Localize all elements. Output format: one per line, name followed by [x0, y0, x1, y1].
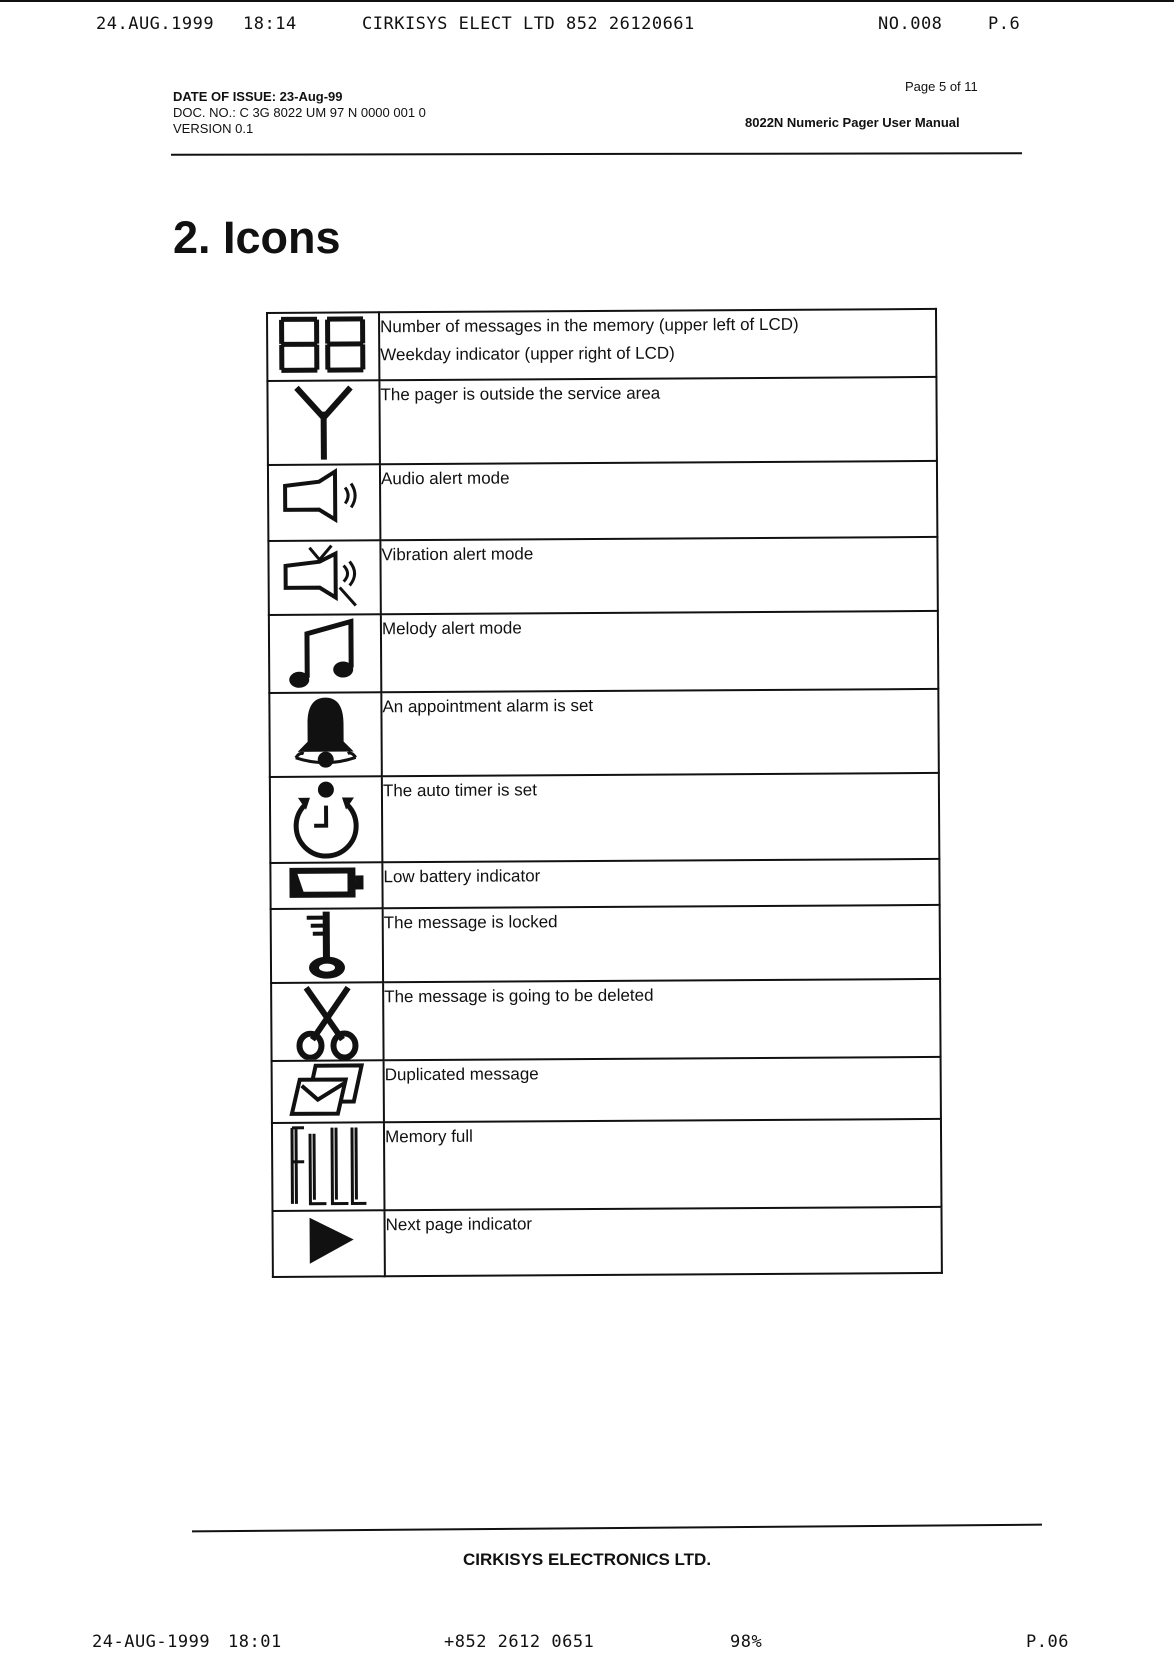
fax-header-page: P.6 [988, 14, 1021, 34]
antenna-icon [267, 380, 380, 465]
icon-row [271, 905, 940, 983]
icon-description-line: Vibration alert mode [381, 544, 534, 565]
icon-row [267, 309, 936, 381]
icon-description-line: The message is going to be deleted [384, 985, 654, 1007]
icon-description [383, 905, 940, 982]
icon-row [271, 979, 940, 1061]
low-battery-icon [270, 862, 382, 909]
vibration-speaker-icon [268, 540, 380, 615]
icon-description [380, 537, 937, 614]
icon-description [381, 611, 938, 692]
scissors-icon [271, 982, 383, 1061]
icon-description [384, 1207, 941, 1276]
icon-description-line: An appointment alarm is set [382, 696, 594, 717]
icon-description-line: Low battery indicator [383, 866, 541, 887]
fax-footer-date: 24-AUG-1999 [92, 1632, 211, 1652]
icons-table [266, 308, 943, 1278]
fax-footer-phone: +852 2612 0651 [444, 1632, 595, 1652]
icon-row [270, 773, 940, 863]
icon-row [268, 537, 937, 615]
icon-row [272, 1057, 941, 1123]
icon-description [382, 859, 939, 908]
duplicate-envelope-icon [272, 1060, 384, 1123]
segment-digits-icon [267, 312, 379, 381]
icon-row [272, 1207, 941, 1277]
speaker-icon [268, 464, 380, 541]
fax-footer-time: 18:01 [228, 1632, 282, 1652]
fax-header-number: NO.008 [878, 14, 943, 34]
icon-description-line: The message is locked [383, 912, 558, 933]
doc-number: DOC. NO.: C 3G 8022 UM 97 N 0000 001 0 [173, 105, 426, 120]
icon-description [384, 1057, 941, 1122]
doc-version: VERSION 0.1 [173, 121, 254, 136]
icon-description [382, 773, 940, 862]
bell-icon [269, 692, 382, 777]
header-rule [171, 152, 1022, 155]
fax-footer-page: P.06 [1026, 1632, 1069, 1652]
icon-description [383, 979, 940, 1060]
icon-description [379, 309, 936, 380]
icon-description-line: Melody alert mode [381, 618, 522, 639]
footer-company: CIRKISYS ELECTRONICS LTD. [462, 1550, 712, 1569]
manual-title: 8022N Numeric Pager User Manual [745, 115, 960, 130]
icon-row [267, 377, 937, 465]
timer-icon [270, 776, 383, 863]
fax-header-sender: CIRKISYS ELECT LTD 852 26120661 [362, 14, 695, 34]
full-icon [272, 1122, 385, 1211]
icon-row [269, 689, 939, 777]
key-icon [271, 908, 383, 983]
page-of: Page 5 of 11 [905, 79, 978, 94]
play-triangle-icon [272, 1210, 384, 1277]
section-title: 2. Icons [173, 212, 341, 263]
music-note-icon [269, 614, 381, 693]
icon-description-line: Memory full [384, 1126, 473, 1147]
fax-header-date: 24.AUG.1999 [96, 14, 215, 34]
icon-row [268, 461, 937, 541]
date-of-issue: DATE OF ISSUE: 23-Aug-99 [173, 89, 343, 104]
icon-description [379, 377, 937, 464]
icon-description-line: Audio alert mode [380, 468, 510, 489]
fax-top-rule [0, 0, 1174, 2]
footer-rule [192, 1524, 1042, 1533]
fax-header-time: 18:14 [243, 14, 297, 34]
icon-description-line: Next page indicator [385, 1214, 533, 1235]
icon-description [380, 461, 937, 540]
icon-description-line: The auto timer is set [382, 780, 537, 801]
icon-row [270, 859, 939, 909]
icon-description-line: Duplicated message [384, 1064, 539, 1085]
fax-footer-percent: 98% [730, 1632, 763, 1652]
icon-row [272, 1119, 942, 1211]
icon-description-line: Number of messages in the memory (upper left of LCD) [380, 314, 799, 337]
icon-description-line: Weekday indicator (upper right of LCD) [380, 343, 675, 365]
icon-description [384, 1119, 942, 1210]
icon-row [269, 611, 938, 693]
icon-description-line: The pager is outside the service area [380, 383, 661, 405]
icon-description [381, 689, 939, 776]
